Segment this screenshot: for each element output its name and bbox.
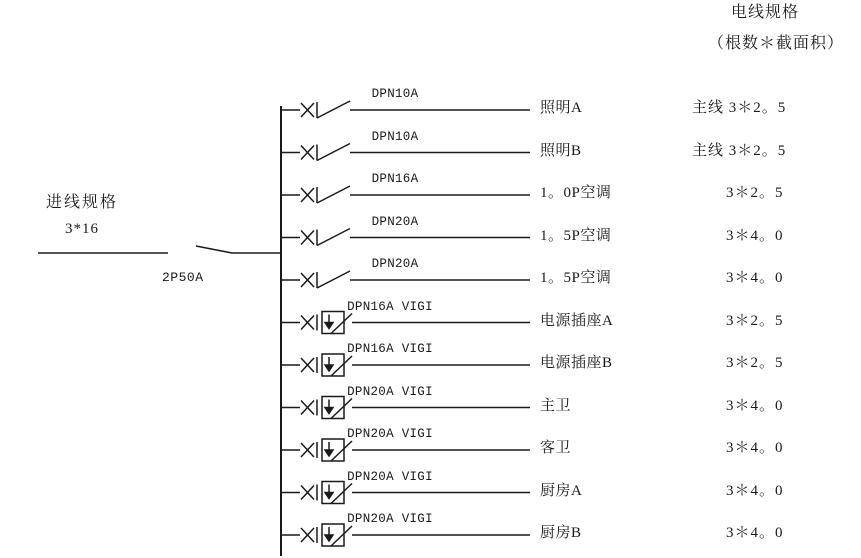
circuit-name-label: 电源插座B xyxy=(540,355,613,371)
main-breaker-contact-line xyxy=(196,246,232,253)
breaker-type-label: DPN10A xyxy=(371,129,419,144)
vigi-contact-blade xyxy=(331,314,352,334)
vigi-arrow-icon xyxy=(325,493,333,499)
wire-spec-header-title: 电线规格 xyxy=(731,4,800,21)
wire-spec-header-subtitle: （根数＊截面积） xyxy=(708,35,845,52)
wire-spec-label: 3＊2。5 xyxy=(726,355,784,371)
wire-spec-label: 3＊4。0 xyxy=(726,227,784,244)
circuit-name-label: 厨房A xyxy=(540,482,583,499)
vigi-arrow-icon xyxy=(325,323,333,329)
wire-spec-label: 3＊2。5 xyxy=(726,312,784,329)
breaker-type-label: DPN20A xyxy=(371,214,419,229)
main-breaker-label: 2P50A xyxy=(162,270,204,285)
vigi-contact-blade xyxy=(331,441,352,461)
breaker-type-label: DPN10A xyxy=(371,87,419,101)
vigi-arrow-icon xyxy=(325,365,333,371)
breaker-contact-blade xyxy=(317,144,350,161)
vigi-arrow-icon xyxy=(325,535,333,541)
wire-spec-label: 3＊4。0 xyxy=(726,440,784,456)
circuit-name-label: 照明A xyxy=(540,100,583,116)
incoming-spec-title: 进线规格 xyxy=(46,194,119,211)
breaker-type-label: DPN20A VIGI xyxy=(347,469,433,484)
breaker-contact-blade xyxy=(317,101,350,118)
breaker-contact-blade xyxy=(317,229,350,246)
wire-spec-label: 主线 3＊2。5 xyxy=(692,100,787,116)
breaker-type-label: DPN20A VIGI xyxy=(347,427,433,441)
circuit-name-label: 1。0P空调 xyxy=(540,185,612,201)
breaker-contact-blade xyxy=(317,186,350,203)
vigi-contact-blade xyxy=(331,526,352,546)
wire-spec-label: 3＊2。5 xyxy=(726,185,784,201)
circuit-name-label: 主卫 xyxy=(540,397,572,414)
wire-spec-label: 3＊4。0 xyxy=(726,270,784,286)
wire-spec-label: 3＊4。0 xyxy=(726,525,784,541)
vigi-contact-blade xyxy=(331,399,352,419)
circuit-name-label: 客卫 xyxy=(540,440,572,456)
wire-spec-label: 3＊4。0 xyxy=(726,482,784,499)
wire-spec-label: 主线 3＊2。5 xyxy=(692,142,787,159)
breaker-type-label: DPN16A VIGI xyxy=(347,299,433,314)
breaker-type-label: DPN16A xyxy=(371,172,419,186)
vigi-contact-blade xyxy=(331,484,352,504)
breaker-type-label: DPN20A xyxy=(371,257,419,271)
incoming-spec-value: 3*16 xyxy=(65,221,99,237)
breaker-type-label: DPN20A VIGI xyxy=(347,384,433,399)
vigi-arrow-icon xyxy=(325,408,333,414)
wire-spec-label: 3＊4。0 xyxy=(726,397,784,414)
breaker-type-label: DPN20A VIGI xyxy=(347,512,433,526)
circuit-name-label: 电源插座A xyxy=(540,312,614,329)
circuit-name-label: 照明B xyxy=(540,142,582,159)
breaker-contact-blade xyxy=(317,271,350,288)
vigi-arrow-icon xyxy=(325,450,333,456)
breaker-type-label: DPN16A VIGI xyxy=(347,342,433,356)
circuit-name-label: 1。5P空调 xyxy=(540,227,612,244)
vigi-contact-blade xyxy=(331,356,352,376)
circuit-name-label: 厨房B xyxy=(540,525,582,541)
circuit-name-label: 1。5P空调 xyxy=(540,270,612,286)
